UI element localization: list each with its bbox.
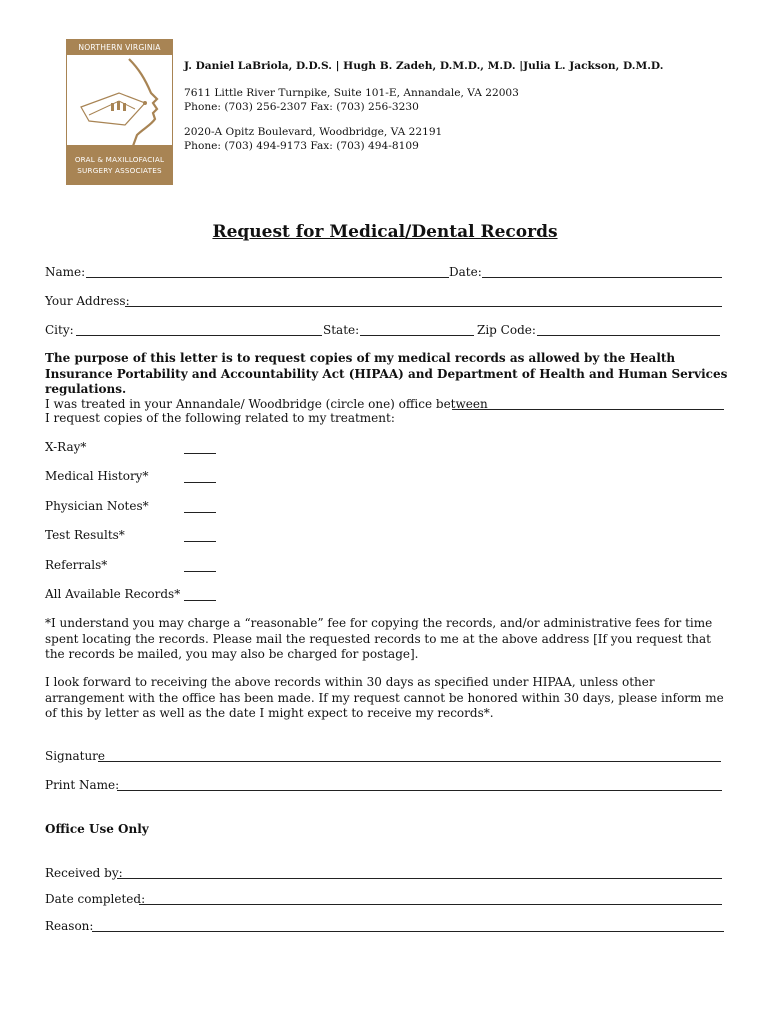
- referrals-check-field[interactable]: [184, 571, 216, 572]
- state-field[interactable]: [360, 335, 474, 336]
- signature-label: Signature: [45, 749, 106, 763]
- date-label: Date:: [449, 265, 482, 279]
- physician-notes-check-field[interactable]: [184, 512, 216, 513]
- zip-label: Zip Code:: [477, 323, 536, 337]
- treatment-dates-field[interactable]: [452, 409, 724, 410]
- record-type-xray: X-Ray*: [45, 440, 87, 454]
- office2-address: 2020-A Opitz Boulevard, Woodbridge, VA 22191: [184, 126, 443, 138]
- closing-paragraph: I look forward to receiving the above records within 30 days as specified under HIPAA, unless other arrangement with the office has been made. If my request cannot be honored within 30 days, please inform me of this by letter as well as the date I might expect to receive my records*.: [45, 675, 724, 720]
- treated-text: I was treated in your Annandale/ Woodbridge (circle one) office between: [45, 397, 488, 411]
- logo-top-text: NORTHERN VIRGINIA: [67, 40, 172, 55]
- reason-label: Reason:: [45, 919, 94, 933]
- xray-check-field[interactable]: [184, 453, 216, 454]
- name-field[interactable]: [86, 277, 449, 278]
- address-field[interactable]: [125, 306, 722, 307]
- test-results-check-field[interactable]: [184, 541, 216, 542]
- zip-field[interactable]: [537, 335, 720, 336]
- request-text: I request copies of the following related to my treatment:: [45, 411, 395, 425]
- received-by-field[interactable]: [117, 878, 722, 879]
- state-label: State:: [323, 323, 360, 337]
- record-type-test-results: Test Results*: [45, 528, 125, 542]
- date-field[interactable]: [482, 277, 722, 278]
- print-name-label: Print Name:: [45, 778, 120, 792]
- record-type-physician-notes: Physician Notes*: [45, 499, 149, 513]
- page-title: Request for Medical/Dental Records: [212, 222, 558, 242]
- practice-logo: [66, 39, 173, 185]
- record-type-all: All Available Records*: [45, 587, 181, 601]
- print-name-field[interactable]: [117, 790, 722, 791]
- logo-bottom-line1: ORAL & MAXILLOFACIAL: [74, 154, 165, 164]
- record-type-referrals: Referrals*: [45, 558, 108, 572]
- doctors-list: J. Daniel LaBriola, D.D.S. | Hugh B. Zadeh, D.M.D., M.D. |Julia L. Jackson, D.M.D.: [184, 60, 664, 72]
- address-label: Your Address:: [45, 294, 130, 308]
- office-use-heading: Office Use Only: [45, 822, 149, 836]
- name-label: Name:: [45, 265, 86, 279]
- logo-bottom-line2: SURGERY ASSOCIATES: [77, 165, 162, 175]
- reason-field[interactable]: [92, 931, 724, 932]
- signature-field[interactable]: [98, 761, 721, 762]
- record-type-medical-history: Medical History*: [45, 469, 149, 483]
- office2-phone: Phone: (703) 494-9173 Fax: (703) 494-8109: [184, 140, 419, 152]
- logo-bottom-text: [67, 145, 172, 184]
- city-label: City:: [45, 323, 74, 337]
- face-profile-icon: [67, 55, 172, 146]
- date-completed-field[interactable]: [139, 904, 722, 905]
- purpose-statement: The purpose of this letter is to request copies of my medical records as allowed by the Health Insurance Portability and Accountability Act (HIPAA) and Department of Health and Human Services regulations.: [45, 351, 728, 396]
- date-completed-label: Date completed:: [45, 892, 146, 906]
- medical-history-check-field[interactable]: [184, 482, 216, 483]
- fee-note: *I understand you may charge a “reasonable” fee for copying the records, and/or administrative fees for time spent locating the records. Please mail the requested records to me at the above address [If you request that the records be mailed, you may also be charged for postage].: [45, 616, 713, 661]
- all-records-check-field[interactable]: [184, 600, 216, 601]
- received-by-label: Received by:: [45, 866, 123, 880]
- city-field[interactable]: [76, 335, 322, 336]
- office1-address: 7611 Little River Turnpike, Suite 101-E, Annandale, VA 22003: [184, 87, 519, 99]
- office1-phone: Phone: (703) 256-2307 Fax: (703) 256-3230: [184, 101, 419, 113]
